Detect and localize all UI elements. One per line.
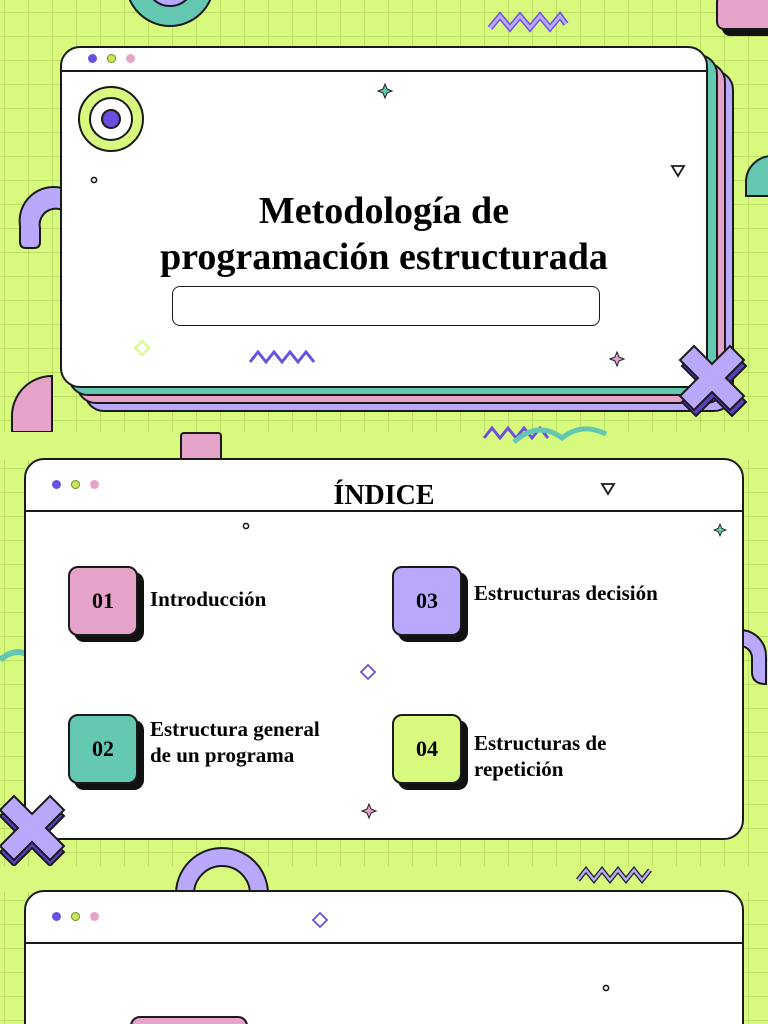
label-line-2: repetición <box>474 757 564 781</box>
diamond-icon <box>312 912 328 928</box>
label-line-1: Estructura general <box>150 717 320 741</box>
pink-block-decoration <box>716 0 768 30</box>
teal-half-circle-decoration <box>742 154 768 198</box>
window-dot-green <box>107 54 116 63</box>
slide-gap-band <box>0 432 768 460</box>
teal-arc-decoration <box>510 424 610 444</box>
small-circle-icon <box>90 176 98 184</box>
window-titlebar <box>62 48 706 72</box>
window-controls <box>88 54 135 63</box>
index-item-04-label <box>474 730 606 782</box>
subtitle-placeholder-box <box>172 286 600 326</box>
diamond-icon <box>134 340 150 356</box>
index-item-03-badge <box>392 566 470 642</box>
index-item-01-badge <box>68 566 146 642</box>
zigzag-icon <box>488 10 568 32</box>
triangle-icon <box>670 164 686 178</box>
index-item-02-label <box>150 716 320 768</box>
window-dot-pink <box>90 912 99 921</box>
badge-number: 03 <box>392 566 462 636</box>
small-circle-icon <box>242 522 250 530</box>
x-shape-icon <box>678 344 750 426</box>
sparkle-icon <box>378 84 392 98</box>
index-heading: ÍNDICE <box>333 480 435 511</box>
sparkle-icon <box>714 524 726 536</box>
title-line-1: Metodología de <box>258 190 510 232</box>
title-line-2: programación estructurada <box>160 236 608 278</box>
pink-badge-partial <box>130 1016 248 1024</box>
window-controls <box>52 912 99 921</box>
window-titlebar <box>26 892 742 944</box>
index-item-03-label <box>474 580 658 606</box>
badge-number: 01 <box>68 566 138 636</box>
window-dot-purple <box>88 54 97 63</box>
index-item-01-label <box>150 586 266 612</box>
x-shape-icon <box>0 796 70 868</box>
title-slide <box>60 46 708 388</box>
teal-ring-decoration <box>118 0 222 40</box>
label-line-2: de un programa <box>150 743 295 767</box>
window-dot-pink <box>126 54 135 63</box>
slide-title <box>62 188 706 280</box>
sparkle-icon <box>362 804 376 818</box>
badge-number: 02 <box>68 714 138 784</box>
zigzag-icon <box>248 346 316 366</box>
diamond-icon <box>360 664 376 680</box>
zigzag-icon <box>576 864 656 884</box>
index-slide <box>24 458 744 840</box>
label-line-1: Estructuras decisión <box>474 581 658 605</box>
label-line-1: Estructuras de <box>474 731 607 755</box>
small-circle-icon <box>602 984 610 992</box>
sparkle-icon <box>610 352 624 366</box>
badge-number: 04 <box>392 714 462 784</box>
index-item-04-badge <box>392 714 470 790</box>
target-icon <box>76 84 146 154</box>
window-dot-purple <box>52 912 61 921</box>
label-line-1: Introducción <box>150 587 267 611</box>
window-dot-green <box>71 912 80 921</box>
next-slide <box>24 890 744 1024</box>
pink-half-circle-decoration <box>8 374 54 434</box>
index-item-02-badge <box>68 714 146 790</box>
lavender-arc-decoration <box>12 186 64 250</box>
triangle-icon <box>600 482 616 496</box>
